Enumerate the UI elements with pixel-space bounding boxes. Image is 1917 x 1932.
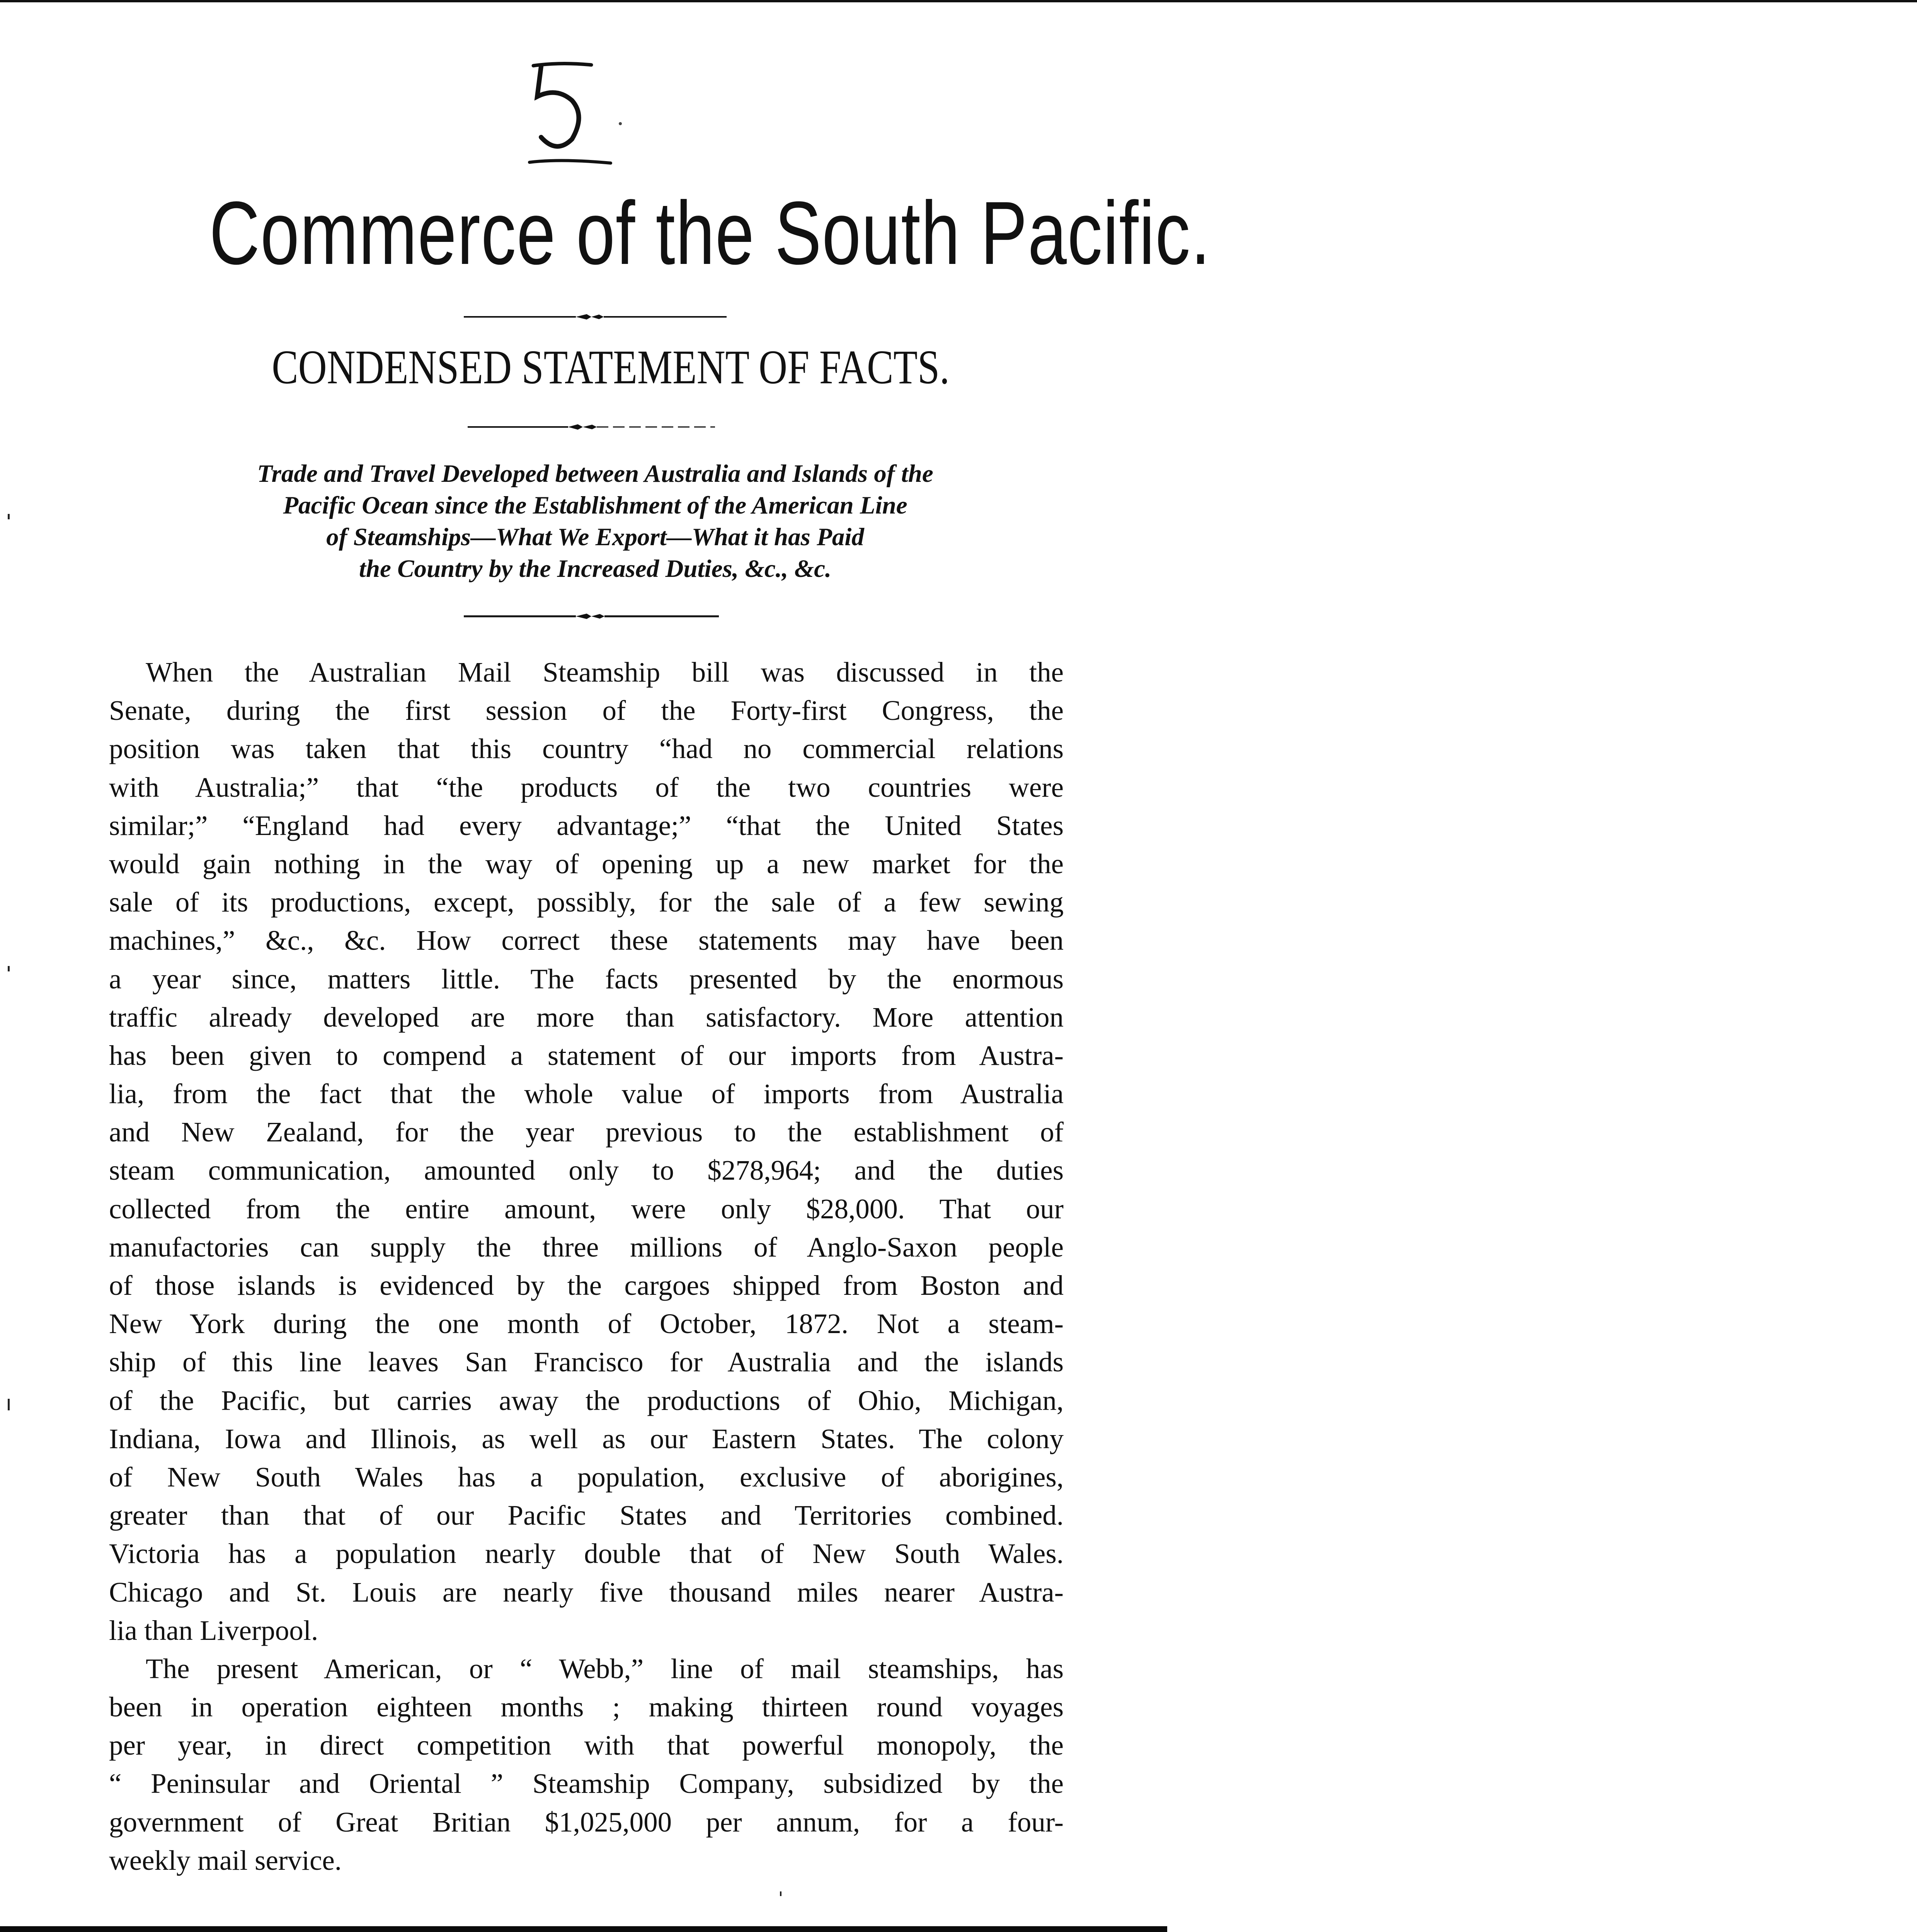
- text-line: lia, from the fact that the whole value of imports from Australia: [109, 1078, 1064, 1110]
- text-line: When the Australian Mail Steamship bill was discussed in the: [146, 656, 1064, 688]
- text-line: collected from the entire amount, were only $28,000. That our: [109, 1193, 1064, 1225]
- text-line: with Australia;” that “the products of the two countries were: [109, 771, 1064, 803]
- scan-bottom-bar: [0, 1926, 1167, 1932]
- text-line: been in operation eighteen months ; making thirteen round voyages: [109, 1691, 1064, 1723]
- text-line: lia than Liverpool.: [109, 1614, 318, 1646]
- deck-line: Trade and Travel Developed between Australia and Islands of the: [257, 460, 933, 488]
- text-line: manufactories can supply the three millions of Anglo-Saxon people: [109, 1231, 1064, 1263]
- text-line: similar;” “England had every advantage;” “that the United States: [109, 810, 1064, 841]
- text-line: steam communication, amounted only to $278,964; and the duties: [109, 1155, 1064, 1186]
- scan-margin-mark: [8, 514, 10, 519]
- text-line: Indiana, Iowa and Illinois, as well as our Eastern States. The colony: [109, 1423, 1064, 1454]
- ornament-rule: [464, 612, 719, 620]
- page-title: Commerce of the South Pacific.: [209, 183, 1211, 283]
- page-subtitle: CONDENSED STATEMENT OF FACTS.: [272, 341, 950, 394]
- text-line: government of Great Britian $1,025,000 per annum, for a four-: [109, 1806, 1064, 1838]
- text-line: The present American, or “ Webb,” line of mail steamships, has: [146, 1653, 1064, 1684]
- text-line: ship of this line leaves San Francisco for Australia and the islands: [109, 1346, 1064, 1378]
- text-line: Chicago and St. Louis are nearly five thousand miles nearer Austra-: [109, 1576, 1064, 1608]
- text-line: Senate, during the first session of the Forty-first Congress, the: [109, 695, 1064, 726]
- scan-top-border: [0, 0, 1917, 2]
- text-line: traffic already developed are more than satisfactory. More attention: [109, 1001, 1064, 1033]
- scan-margin-mark: [8, 966, 10, 971]
- text-line: has been given to compend a statement of our imports from Austra-: [109, 1039, 1064, 1071]
- text-line: and New Zealand, for the year previous to the establishment of: [109, 1116, 1064, 1148]
- article-body: [109, 653, 1064, 1879]
- scan-speck: [780, 1891, 781, 1896]
- text-line: Victoria has a population nearly double that of New South Wales.: [109, 1538, 1064, 1570]
- paragraph-1: [109, 653, 1064, 1650]
- ornament-rule: [464, 313, 727, 321]
- paragraph-2: [109, 1650, 1064, 1879]
- text-line: position was taken that this country “had no commercial relations: [109, 733, 1064, 765]
- scan-margin-mark: [8, 1399, 10, 1410]
- text-line: weekly mail service.: [109, 1844, 342, 1876]
- summary-deck: [108, 458, 1082, 585]
- text-line: sale of its productions, except, possibly, for the sale of a few sewing: [109, 886, 1064, 918]
- text-line: of New South Wales has a population, exclusive of aborigines,: [109, 1461, 1064, 1493]
- deck-line: of Steamships—What We Export—What it has Paid: [326, 523, 864, 551]
- ornament-rule: [468, 423, 715, 431]
- text-line: “ Peninsular and Oriental ” Steamship Company, subsidized by the: [109, 1768, 1064, 1799]
- text-line: greater than that of our Pacific States and Territories combined.: [109, 1500, 1064, 1531]
- handwritten-page-number: [514, 50, 630, 174]
- text-line: a year since, matters little. The facts presented by the enormous: [109, 963, 1064, 995]
- handwritten-numeral-5-icon: [514, 50, 630, 174]
- text-line: would gain nothing in the way of opening up a new market for the: [109, 848, 1064, 879]
- text-line: New York during the one month of October, 1872. Not a steam-: [109, 1308, 1064, 1340]
- deck-line: the Country by the Increased Duties, &c., &c.: [359, 555, 832, 583]
- text-line: per year, in direct competition with that powerful monopoly, the: [109, 1730, 1064, 1761]
- deck-line: Pacific Ocean since the Establishment of the American Line: [283, 492, 907, 519]
- text-line: machines,” &c., &c. How correct these statements may have been: [109, 925, 1064, 956]
- text-line: of the Pacific, but carries away the productions of Ohio, Michigan,: [109, 1384, 1064, 1416]
- text-line: of those islands is evidenced by the cargoes shipped from Boston and: [109, 1270, 1064, 1301]
